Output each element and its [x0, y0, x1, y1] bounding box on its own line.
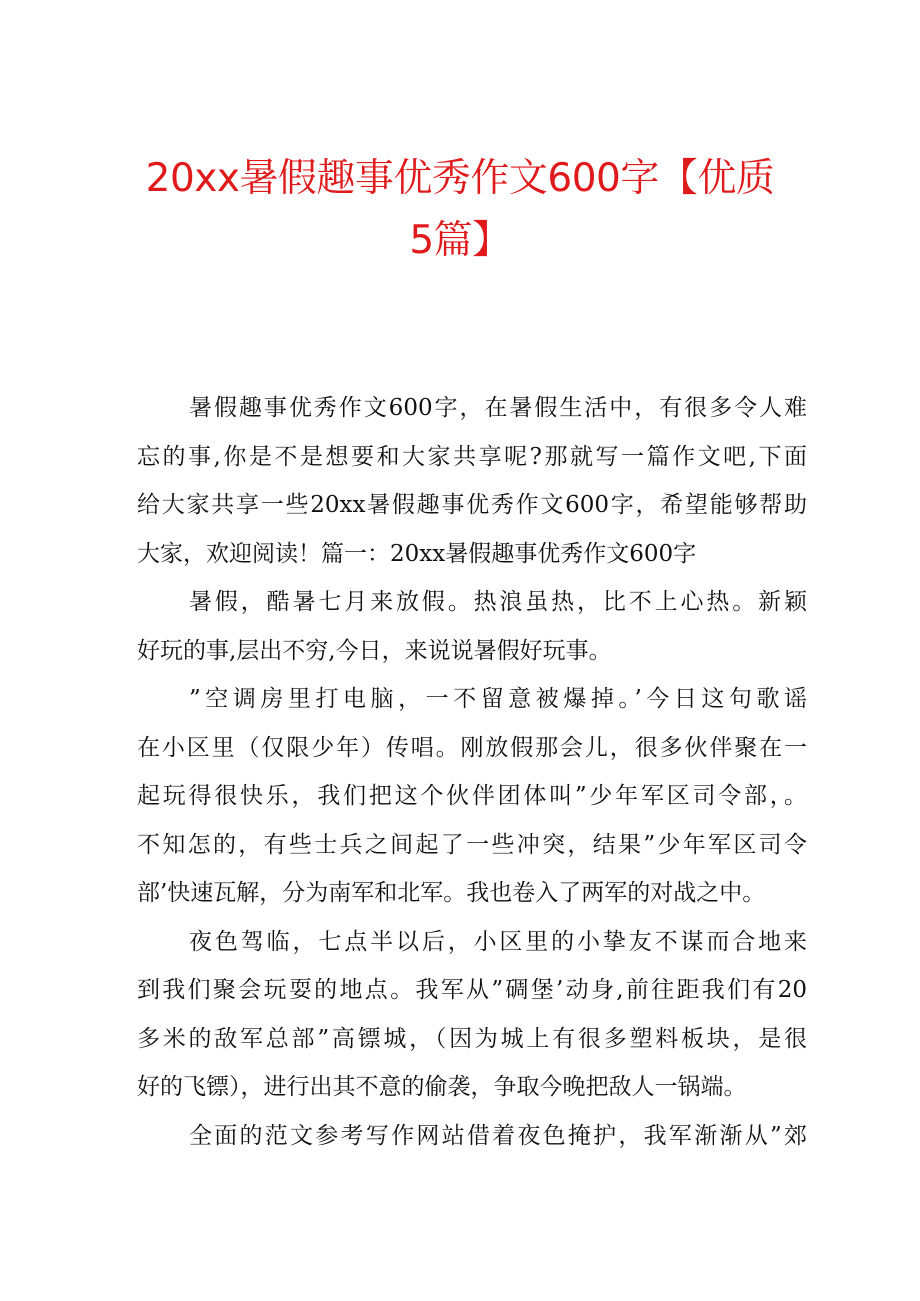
body-text-line: 好的飞镖），进行出其不意的偷袭，争取今晚把敌人一锅端。 — [137, 1074, 747, 1100]
body-text-line: 暑假趣事优秀作文600字，在暑假生活中，有很多令人难 — [189, 395, 807, 421]
page-title — [140, 148, 780, 272]
body-text-line: 到我们聚会玩耍的地点。我军从”碉堡’动身,前往距我们有20 — [137, 977, 807, 1003]
body-text-line: 全面的范文参考写作网站借着夜色掩护，我军渐渐从”郊 — [189, 1122, 807, 1149]
body-text-line: 忘的事,你是不是想要和大家共享呢?那就写一篇作文吧,下面 — [137, 443, 807, 470]
body-text-line: 起玩得很快乐，我们把这个伙伴团体叫”少年军区司令部，。 — [137, 783, 807, 809]
body-text-line: 好玩的事,层出不穷,今日，来说说暑假好玩事。 — [137, 637, 612, 664]
body-text-line: 夜色驾临，七点半以后，小区里的小挚友不谋而合地来 — [189, 928, 807, 955]
body-text-line: 在小区里（仅限少年）传唱。刚放假那会儿，很多伙伴聚在一 — [137, 734, 807, 761]
title-line-2: 5篇】 — [409, 218, 511, 263]
essay-body — [137, 384, 807, 1160]
body-text-line: 多米的敌军总部”高镖城，（因为城上有很多塑料板块，是很 — [137, 1025, 807, 1052]
body-text-line: 不知怎的，有些士兵之间起了一些冲突，结果”少年军区司令 — [137, 831, 807, 858]
body-text-line: 给大家共享一些20xx暑假趣事优秀作文600字，希望能够帮助 — [137, 492, 807, 518]
body-text-line: ”空调房里打电脑，一不留意被爆掉。’今日这句歌谣 — [189, 686, 807, 712]
body-text-line: 暑假，酷暑七月来放假。热浪虽热，比不上心热。新颖 — [189, 589, 807, 615]
body-text-line: 大家，欢迎阅读！篇一：20xx暑假趣事优秀作文600字 — [137, 540, 697, 567]
title-line-1: 20xx暑假趣事优秀作文600字【优质 — [145, 156, 775, 201]
body-text-line: 部’快速瓦解，分为南军和北军。我也卷入了两军的对战之中。 — [137, 880, 766, 906]
